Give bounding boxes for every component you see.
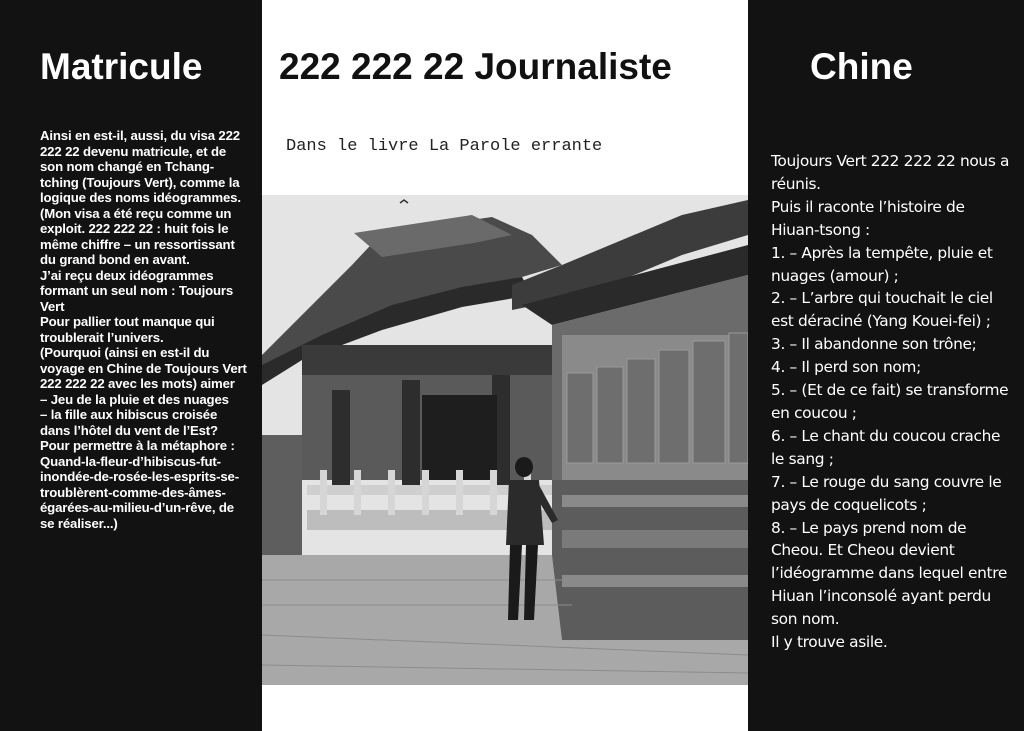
right-line: 2. – L’arbre qui touchait le ciel est déraciné (Yang Kouei-fei) ; (771, 289, 993, 331)
right-line: Puis il raconte l’histoire de Hiuan-tsong : (771, 197, 965, 239)
right-line: 4. – Il perd son nom; (771, 358, 921, 377)
left-paragraph: Ainsi en est-il, aussi, du visa 222 222 22 devenu matricule, et de son nom changé en Tchang-tching (Toujours Vert), comme la logique des noms idéogrammes. (40, 128, 241, 205)
left-paragraph: – Jeu de la pluie et des nuages (40, 391, 229, 407)
right-line: Il y trouve asile. (771, 633, 888, 652)
left-paragraph: – la fille aux hibiscus croisée dans l’hôtel du vent de l’Est? (40, 407, 218, 438)
right-column (748, 0, 1024, 731)
center-column (262, 0, 748, 731)
right-line: 7. – Le rouge du sang couvre le pays de coquelicots ; (771, 472, 1002, 514)
left-body-text (40, 128, 250, 531)
right-title: Chine (810, 46, 913, 87)
temple-photo (262, 195, 748, 685)
right-line: 1. – Après la tempête, pluie et nuages (amour) ; (771, 243, 993, 285)
right-line: 8. – Le pays prend nom de Cheou. Et Cheou devient l’idéogramme dans lequel entre Hiuan l’inconsolé ayant perdu son nom. (771, 518, 1007, 629)
right-line: 3. – Il abandonne son trône; (771, 335, 977, 354)
right-line: 6. – Le chant du coucou crache le sang ; (771, 426, 1001, 468)
left-paragraph: Pour pallier tout manque qui troublerait l’univers. (40, 314, 215, 345)
book-subtitle: Dans le livre La Parole errante (286, 137, 603, 156)
left-paragraph: Quand-la-fleur-d’hibiscus-fut-inondée-de-rosée-les-esprits-se-troublèrent-comme-des-âmes-égarées-au-milieu-d’un-rêve, de se réaliser...) (40, 453, 239, 531)
left-paragraph: Pour permettre à la métaphore : (40, 438, 235, 453)
left-paragraph: (Pourquoi (ainsi en est-il du voyage en Chine de Toujours Vert 222 222 22 avec les mots) aimer (40, 345, 247, 391)
right-line: Toujours Vert 222 222 22 nous a réunis. (771, 152, 1010, 193)
left-paragraph: J’ai reçu deux idéogrammes formant un seul nom : Toujours Vert (40, 267, 234, 314)
left-title: Matricule (40, 46, 203, 87)
left-paragraph: (Mon visa a été reçu comme un exploit. 222 222 22 : huit fois le même chiffre – un ressortissant du grand bond en avant. (40, 205, 235, 267)
center-title: 222 222 22 Journaliste (279, 46, 672, 87)
right-body-text (771, 150, 1016, 654)
right-line: 5. – (Et de ce fait) se transforme en coucou ; (771, 381, 1009, 422)
left-column (0, 0, 262, 731)
